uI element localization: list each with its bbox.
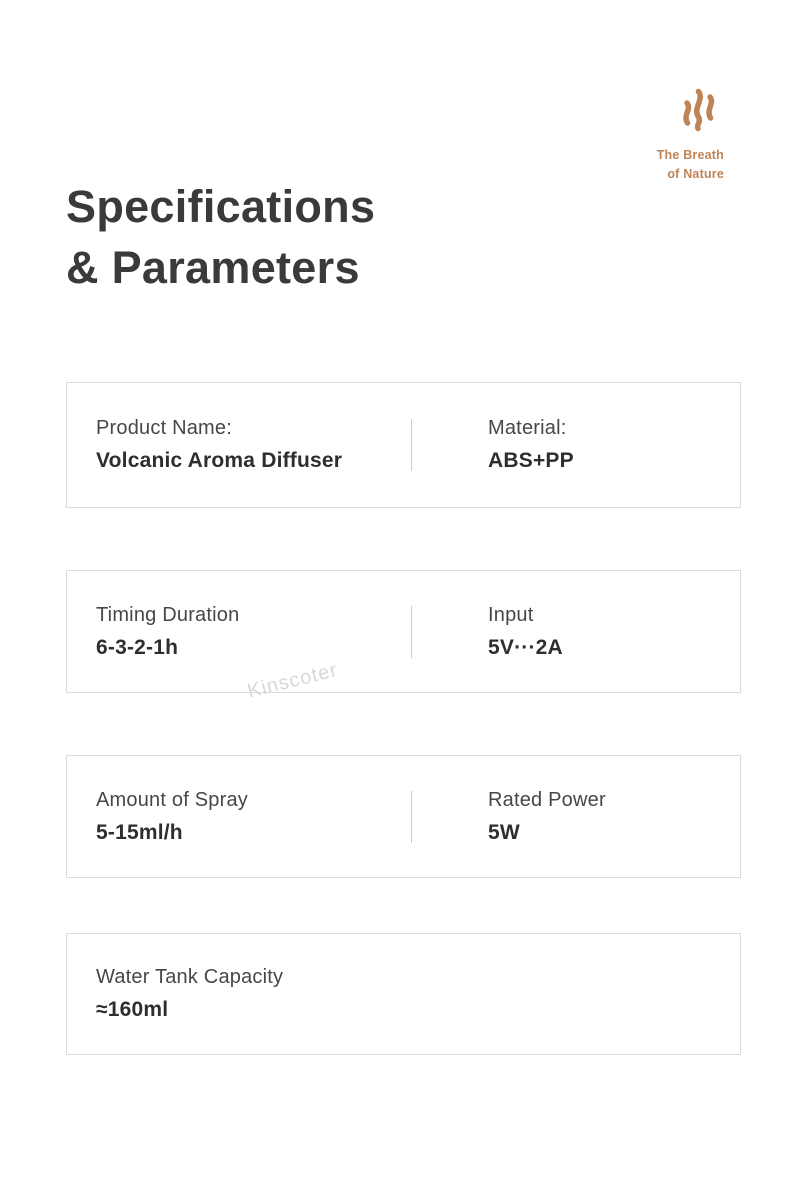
brand-tagline-line2: of Nature — [667, 166, 724, 181]
spec-cell-product-name — [67, 417, 411, 473]
spec-label: Timing Duration — [96, 603, 240, 626]
spec-cell-material — [412, 417, 574, 473]
spec-box-spray-power — [66, 755, 741, 878]
spec-value: Volcanic Aroma Diffuser — [96, 449, 343, 472]
spec-label: Water Tank Capacity — [96, 966, 284, 988]
spec-label: Product Name: — [96, 417, 232, 439]
spec-value: 6-3-2-1h — [96, 635, 179, 659]
spec-label: Input — [488, 603, 534, 626]
spec-value: ABS+PP — [488, 449, 574, 472]
brand-block — [657, 88, 724, 184]
brand-tagline — [657, 146, 724, 184]
spec-cell-water-tank-capacity — [67, 966, 411, 1022]
spec-value: 5-15ml/h — [96, 820, 183, 844]
spec-cell-amount-of-spray — [67, 789, 411, 845]
spec-value: 5W — [488, 820, 520, 844]
spec-label: Rated Power — [488, 788, 606, 811]
watermark: Kinscoter — [245, 658, 341, 703]
spec-value: 5V···2A — [488, 635, 563, 659]
page-title-line1: Specifications — [66, 181, 376, 232]
spec-cell-input — [412, 604, 563, 660]
spec-box-product-material — [66, 382, 741, 508]
spec-box-water-tank — [66, 933, 741, 1055]
brand-tagline-line1: The Breath — [656, 148, 724, 162]
spec-cell-rated-power — [412, 789, 606, 845]
steam-aroma-icon — [680, 88, 716, 132]
spec-value: ≈160ml — [96, 998, 169, 1021]
spec-cell-timing-duration — [67, 604, 411, 660]
spec-label: Material: — [488, 417, 567, 439]
spec-box-timing-input — [66, 570, 741, 693]
page-title — [66, 176, 375, 298]
spec-label: Amount of Spray — [96, 788, 248, 811]
page-title-line2: & Parameters — [66, 242, 360, 293]
